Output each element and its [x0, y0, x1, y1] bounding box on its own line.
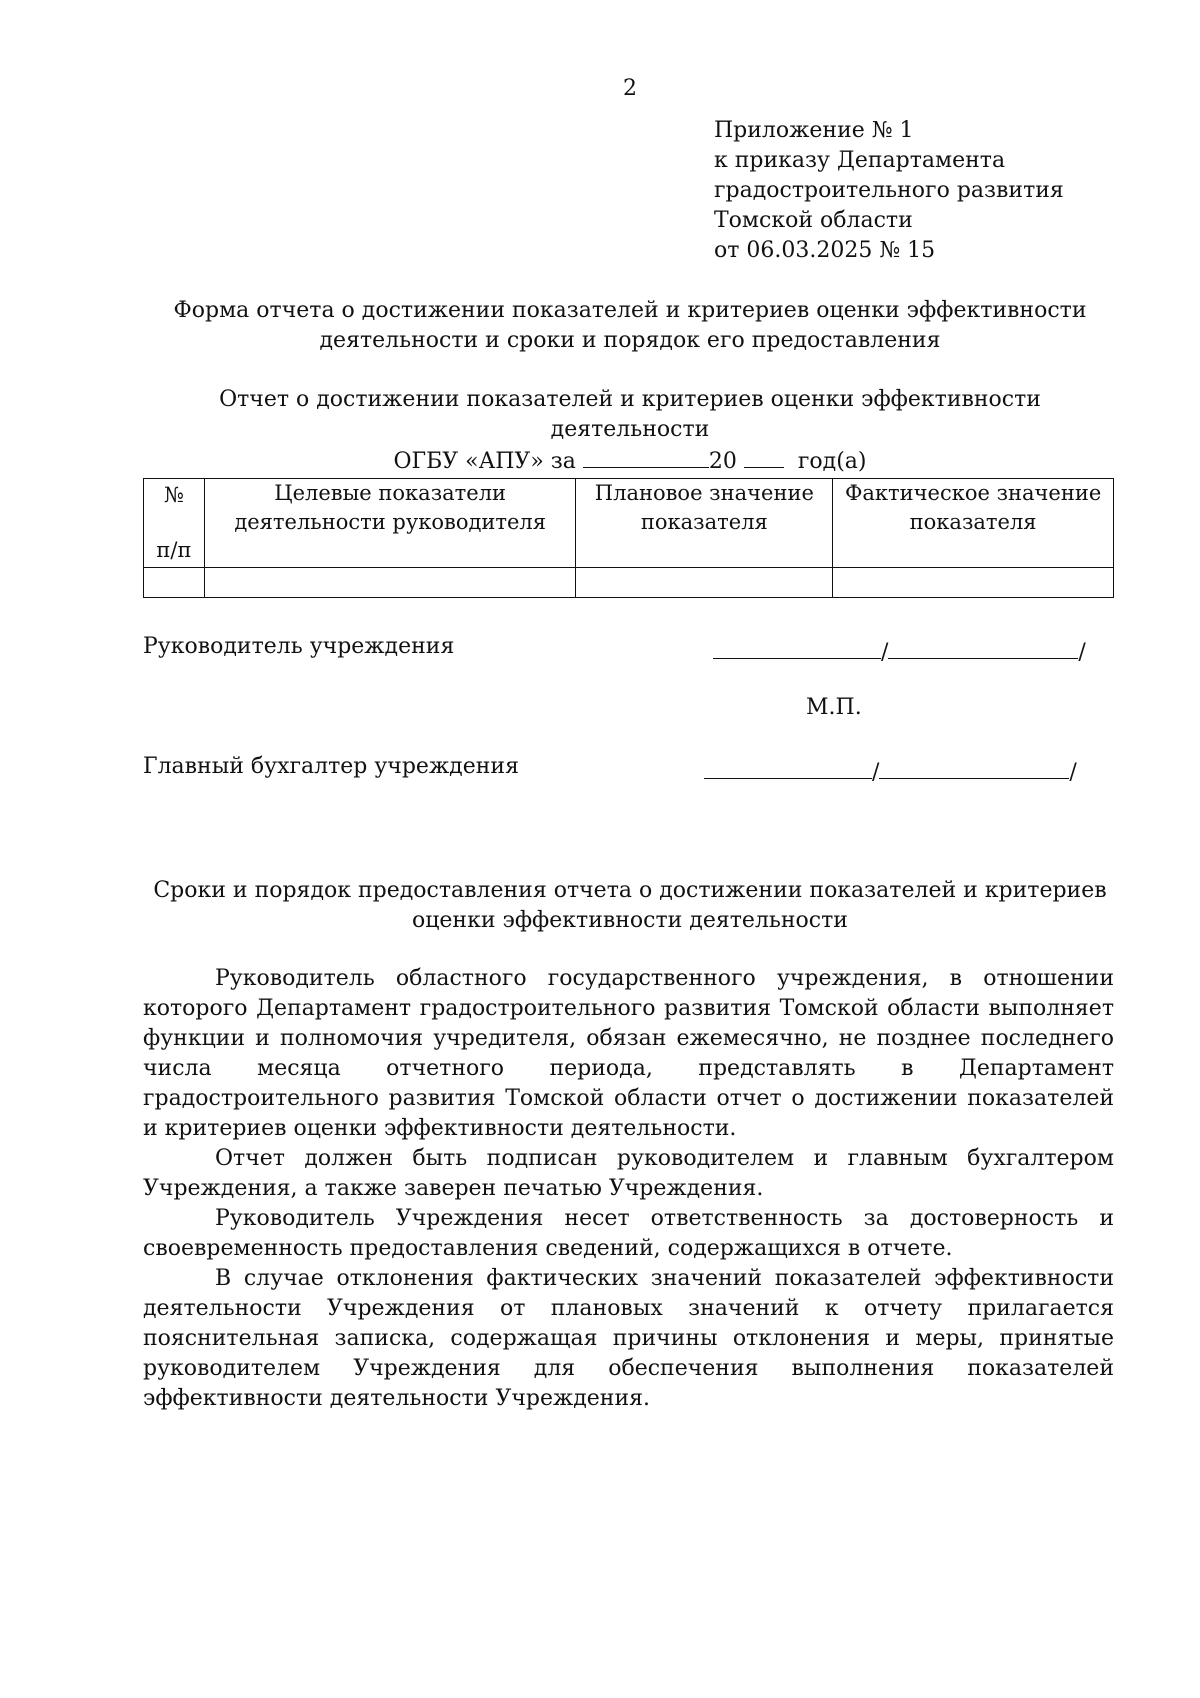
stamp-label: М.П. [806, 695, 862, 720]
number-sub: п/п [156, 538, 192, 562]
name-blank[interactable] [879, 754, 1069, 779]
report-title-line [140, 445, 1120, 477]
form-title-line: Форма отчета о достижении показателей и критериев оценки эффективности [173, 298, 1087, 323]
body-text [143, 964, 1114, 1414]
table-header-row [144, 479, 1114, 568]
table-cell[interactable] [576, 568, 833, 598]
number-symbol: № [164, 483, 184, 507]
header-number [144, 479, 205, 568]
header-actual-value [833, 479, 1114, 568]
table-row [144, 568, 1114, 598]
table-cell[interactable] [204, 568, 576, 598]
paragraph: Руководитель областного государственного учреждения, в отношении которого Департамент градостроительного развития Томской области выполняет функции и полномочия учредителя, обязан ежемесячно, не позднее последнего числа месяца отчетного периода, представлять в Департамент градостроительного развития Томской области отчет о достижении показателей и критериев оценки эффективности деятельности. [143, 966, 1114, 1141]
paragraph: Отчет должен быть подписан руководителем и главным бухгалтером Учреждения, а также заверен печатью Учреждения. [143, 1146, 1114, 1201]
report-org: ОГБУ «АПУ» за [393, 449, 576, 474]
report-year-suffix: год(а) [797, 449, 867, 474]
page-number: 2 [623, 76, 637, 101]
name-blank[interactable] [888, 634, 1078, 659]
table-cell[interactable] [144, 568, 205, 598]
signature-separator: / [881, 640, 889, 665]
appendix-line: Приложение № 1 [714, 118, 914, 143]
accountant-signature-label: Главный бухгалтер учреждения [143, 754, 519, 779]
appendix-line: к приказу Департамента [714, 148, 1006, 173]
form-title-line: деятельности и сроки и порядок его предоставления [319, 328, 941, 353]
accountant-signature-line[interactable] [704, 754, 1077, 785]
signature-blank[interactable] [713, 634, 881, 659]
head-signature-label: Руководитель учреждения [143, 634, 455, 659]
report-table [143, 478, 1114, 598]
report-title-line: Отчет о достижении показателей и критериев оценки эффективности деятельности [219, 387, 1041, 442]
head-signature-line[interactable] [713, 634, 1086, 665]
report-year-prefix: 20 [708, 449, 737, 474]
paragraph: Руководитель Учреждения несет ответственность за достоверность и своевременность предоставления сведений, содержащихся в отчете. [143, 1206, 1114, 1261]
section-title-line: Сроки и порядок предоставления отчета о достижении показателей и критериев [153, 878, 1107, 903]
appendix-line: градостроительного развития [714, 178, 1064, 203]
report-year-blank[interactable] [744, 445, 784, 468]
signature-separator: / [872, 760, 880, 785]
header-text: деятельности руководителя [234, 510, 547, 534]
form-title [140, 296, 1120, 356]
section-title-line: оценки эффективности деятельности [412, 908, 848, 933]
header-text: показателя [640, 510, 768, 534]
signature-separator: / [1069, 760, 1077, 785]
section-title [140, 876, 1120, 936]
header-target-indicators [204, 479, 576, 568]
header-planned-value [576, 479, 833, 568]
header-text: Фактическое значение [844, 481, 1102, 505]
report-period-blank[interactable] [583, 445, 709, 468]
report-title [140, 385, 1120, 477]
paragraph: В случае отклонения фактических значений показателей эффективности деятельности Учреждения от плановых значений к отчету прилагается пояснительная записка, содержащая причины отклонения и меры, принятые руководителем Учреждения для обеспечения выполнения показателей эффективности деятельности Учреждения. [143, 1266, 1114, 1411]
appendix-line: от 06.03.2025 № 15 [714, 238, 936, 263]
appendix-header [714, 116, 1064, 266]
header-text: Плановое значение [594, 481, 814, 505]
table-cell[interactable] [833, 568, 1114, 598]
appendix-line: Томской области [714, 208, 913, 233]
header-text: показателя [909, 510, 1037, 534]
signature-separator: / [1078, 640, 1086, 665]
header-text: Целевые показатели [274, 481, 507, 505]
signature-blank[interactable] [704, 754, 872, 779]
